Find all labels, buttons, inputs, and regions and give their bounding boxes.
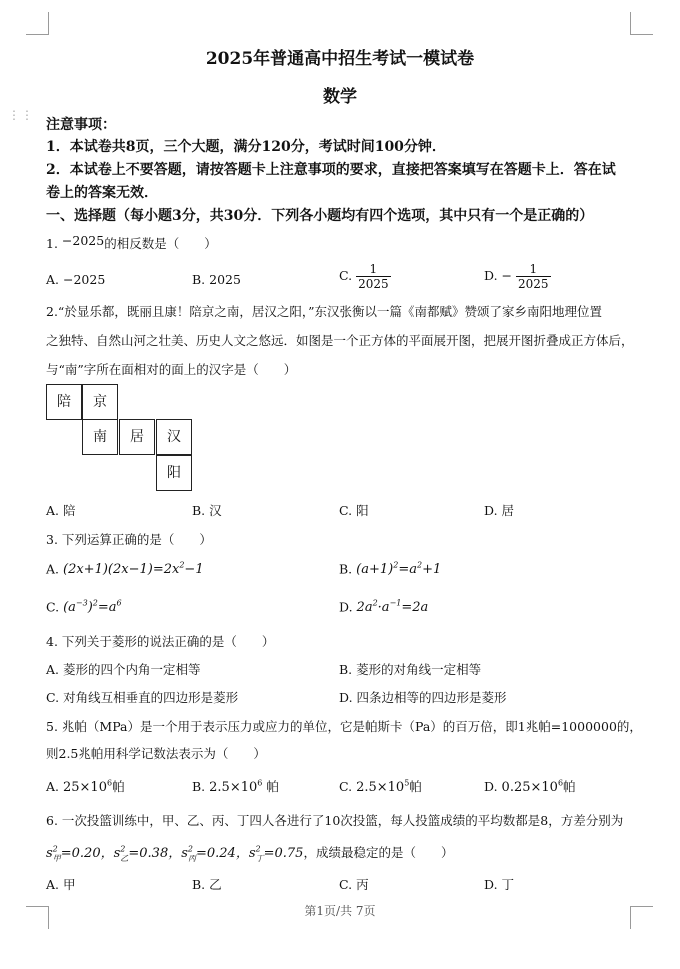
net-cell-han: 汉 <box>156 419 192 455</box>
net-cell-jing: 京 <box>82 384 118 420</box>
question-6-line1: 6. 一次投篮训练中，甲、乙、丙、丁四人各进行了10次投篮，每人投篮成绩的平均数都是8，方差分别为 <box>46 813 624 828</box>
q2-option-b: B. 汉 <box>192 503 222 518</box>
q6-option-a: A. 甲 <box>46 877 76 892</box>
formula: $25\times 10^6$ <box>63 778 113 795</box>
formula: $(a^{-3})^2=a^6$ <box>63 599 122 616</box>
option-label: D. <box>484 779 498 794</box>
formula: $2a^2\cdot a^{-1}=2a$ <box>356 599 429 616</box>
q5-option-c <box>339 777 422 795</box>
q1-option-d <box>484 262 551 291</box>
variance-values: $s^2_甲=0.20$，$s^2_乙=0.38$，$s^2_丙=0.24$，$s^2_丁=0.75$ <box>46 844 304 863</box>
q1-stem-text: 的相反数是（ ） <box>104 236 217 251</box>
q1-option-a <box>46 272 105 287</box>
q4-option-a: A. 菱形的四个内角一定相等 <box>46 662 201 677</box>
q4-option-c: C. 对角线互相垂直的四边形是菱形 <box>46 690 239 705</box>
corner-mark-top-right <box>630 12 653 35</box>
unit: 帕 <box>563 779 576 794</box>
q3-option-d <box>339 599 428 615</box>
formula: $(a+1)^2=a^2+1$ <box>356 561 442 578</box>
q1-option-b <box>192 272 241 287</box>
q2-option-d: D. 居 <box>484 503 515 518</box>
drag-handle-icon[interactable]: ⋮⋮ <box>8 108 34 122</box>
q6-option-b: B. 乙 <box>192 877 222 892</box>
net-cell-nan: 南 <box>82 419 118 455</box>
section-1-heading: 一、选择题（每小题3分，共30分．下列各小题均有四个选项，其中只有一个是正确的） <box>46 208 594 224</box>
option-label: D. <box>484 268 498 283</box>
question-2-line3: 与“南”字所在面相对的面上的汉字是（ ） <box>46 362 297 377</box>
q4-option-b: B. 菱形的对角线一定相等 <box>339 662 482 677</box>
q3-option-a <box>46 561 204 577</box>
question-5-line1: 5. 兆帕（MPa）是一个用于表示压力或应力的单位，它是帕斯卡（Pa）的百万倍，即1兆帕=1000000的， <box>46 719 642 734</box>
option-value: −2025 <box>63 272 106 287</box>
option-label: C. <box>339 779 353 794</box>
option-label: C. <box>339 268 353 283</box>
q1-number: 1. <box>46 236 58 251</box>
q1-math: −2025 <box>61 233 105 248</box>
fraction: $\frac{1}{2025}$ <box>518 262 549 291</box>
question-2-line2: 之独特、自然山河之壮美、历史人文之悠远．如图是一个正方体的平面展开图，把展开图折叠成正方体后， <box>46 333 634 348</box>
formula: $2.5\times 10^6$ <box>209 778 263 795</box>
notice-item-1: 1．本试卷共8页，三个大题，满分120分，考试时间100分钟． <box>46 139 446 155</box>
net-cell-pei: 陪 <box>46 384 82 420</box>
option-label: B. <box>339 561 353 577</box>
option-label: A. <box>46 272 60 287</box>
page-number: 第1页/共 7页 <box>304 904 376 918</box>
q3-option-b <box>339 561 441 577</box>
q4-option-d: D. 四条边相等的四边形是菱形 <box>339 690 507 705</box>
option-label: B. <box>192 779 206 794</box>
unit: 帕 <box>409 779 422 794</box>
minus-sign: − <box>501 268 513 283</box>
option-value: 2025 <box>209 272 241 287</box>
question-3-stem: 3. 下列运算正确的是（ ） <box>46 532 212 547</box>
notice-item-2-line1: 2．本试卷上不要答题，请按答题卡上注意事项的要求，直接把答案填写在答题卡上．答在试 <box>46 162 616 178</box>
q6-option-d: D. 丁 <box>484 877 515 892</box>
net-cell-ju: 居 <box>119 419 155 455</box>
q5-option-b <box>192 777 279 795</box>
question-6-line2 <box>46 842 453 864</box>
corner-mark-top-left <box>26 12 49 35</box>
subject-title: 数学 <box>323 87 357 107</box>
question-4-stem: 4. 下列关于菱形的说法正确的是（ ） <box>46 634 275 649</box>
q5-option-a <box>46 777 125 795</box>
notice-item-2-line2: 卷上的答案无效． <box>46 185 158 201</box>
unit: 帕 <box>112 779 125 794</box>
net-cell-yang: 阳 <box>156 455 192 491</box>
formula: $0.25\times 10^6$ <box>501 778 564 795</box>
q6-stem-suffix: ，成绩最稳定的是（ ） <box>303 845 454 860</box>
question-5-line2: 则2.5兆帕用科学记数法表示为（ ） <box>46 746 266 761</box>
q2-option-c: C. 阳 <box>339 503 369 518</box>
option-label: A. <box>46 561 60 577</box>
formula: $(2x+1)(2x-1)=2x^2-1$ <box>63 561 204 578</box>
option-label: D. <box>339 599 353 615</box>
q5-option-d <box>484 777 576 795</box>
unit: 帕 <box>266 779 279 794</box>
question-1-stem <box>46 234 217 252</box>
option-label: A. <box>46 779 60 794</box>
q3-option-c <box>46 599 122 615</box>
option-label: B. <box>192 272 206 287</box>
q2-option-a: A. 陪 <box>46 503 76 518</box>
formula: $2.5\times 10^5$ <box>356 778 410 795</box>
question-2-line1: 2.“於显乐都，既丽且康！陪京之南，居汉之阳，”东汉张衡以一篇《南都赋》赞颂了家乡南阳地理位置 <box>46 304 602 319</box>
q1-option-c <box>339 262 391 291</box>
option-label: C. <box>46 599 60 615</box>
q6-option-c: C. 丙 <box>339 877 369 892</box>
page-title: 2025年普通高中招生考试一模试卷 <box>205 49 475 69</box>
notice-heading: 注意事项： <box>46 117 116 133</box>
fraction: $\frac{1}{2025}$ <box>358 262 389 291</box>
